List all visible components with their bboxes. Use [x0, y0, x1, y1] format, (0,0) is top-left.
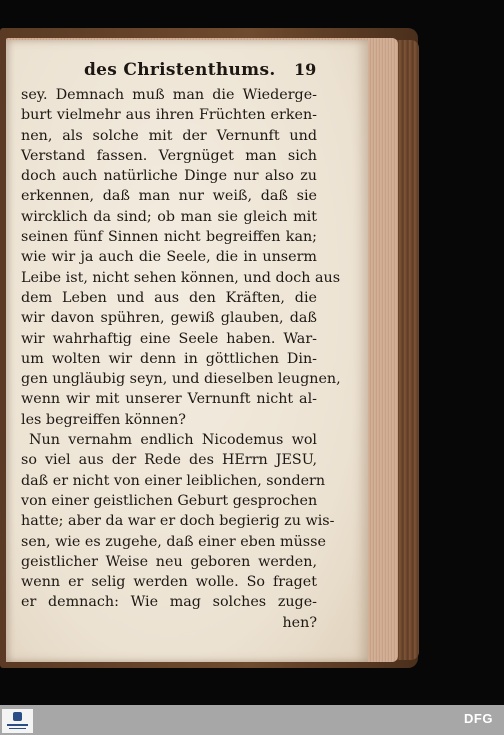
text-line: wircklich da sind; ob man sie gleich mit [21, 208, 317, 225]
text-line: hen? [282, 614, 317, 631]
text-line: von einer geistlichen Geburt gesprochen [21, 492, 318, 509]
text-line: so viel aus der Rede des HErrn JESU, [21, 452, 317, 469]
running-head: des Christenthums. [84, 60, 276, 80]
text-line: sey. Demnach muß man die Wiederge- [21, 87, 317, 103]
text-line: erkennen, daß man nur weiß, daß sie [21, 188, 317, 205]
text-line: hatte; aber da war er doch begierig zu wis- [21, 513, 335, 530]
text-line: wir wahrhaftig eine Seele haben. War- [21, 330, 317, 347]
text-line: um wolten wir denn in göttlichen Din- [21, 350, 317, 367]
text-line: dem Leben und aus den Kräften, die [21, 289, 317, 306]
body-text [21, 85, 341, 633]
text-line: daß er nicht von einer leiblichen, sondern [21, 472, 326, 489]
text-line: nen, als solche mit der Vernunft und [21, 127, 317, 144]
text-line: er demnach: Wie mag solches zuge- [21, 594, 317, 611]
text-line: doch auch natürliche Dinge nur also zu [21, 168, 317, 185]
text-line: gen ungläubig seyn, und dieselben leugnen, [21, 371, 341, 388]
text-line: sen, wie es zugehe, daß einer eben müsse [21, 533, 326, 550]
text-line: geistlicher Weise neu geboren werden, [21, 553, 317, 570]
book-page [6, 40, 368, 662]
text-line: Nun vernahm endlich Nicodemus wol [29, 432, 317, 449]
text-line: wie wir ja auch die Seele, die in unserm [21, 249, 317, 266]
viewer-footer-bar [0, 705, 504, 735]
page-header [6, 60, 368, 82]
text-line: les begreiffen können? [21, 411, 186, 428]
dfg-logo[interactable]: DFG [464, 711, 493, 726]
text-line: Leibe ist, nicht sehen können, und doch aus [21, 269, 341, 286]
text-line: seinen fünf Sinnen nicht begreiffen kan; [21, 229, 317, 246]
library-logo-icon[interactable] [2, 709, 33, 733]
page-number: 19 [294, 60, 317, 79]
text-line: burt vielmehr aus ihren Früchten erken- [21, 107, 317, 124]
text-line: wenn wir mit unserer Vernunft nicht al- [21, 391, 317, 408]
text-line: wenn er selig werden wolle. So fraget [21, 574, 317, 591]
text-line: wir davon spühren, gewiß glauben, daß [21, 310, 317, 327]
book-cover-edge [395, 40, 419, 660]
text-line: Verstand fassen. Vergnüget man sich [21, 147, 317, 164]
